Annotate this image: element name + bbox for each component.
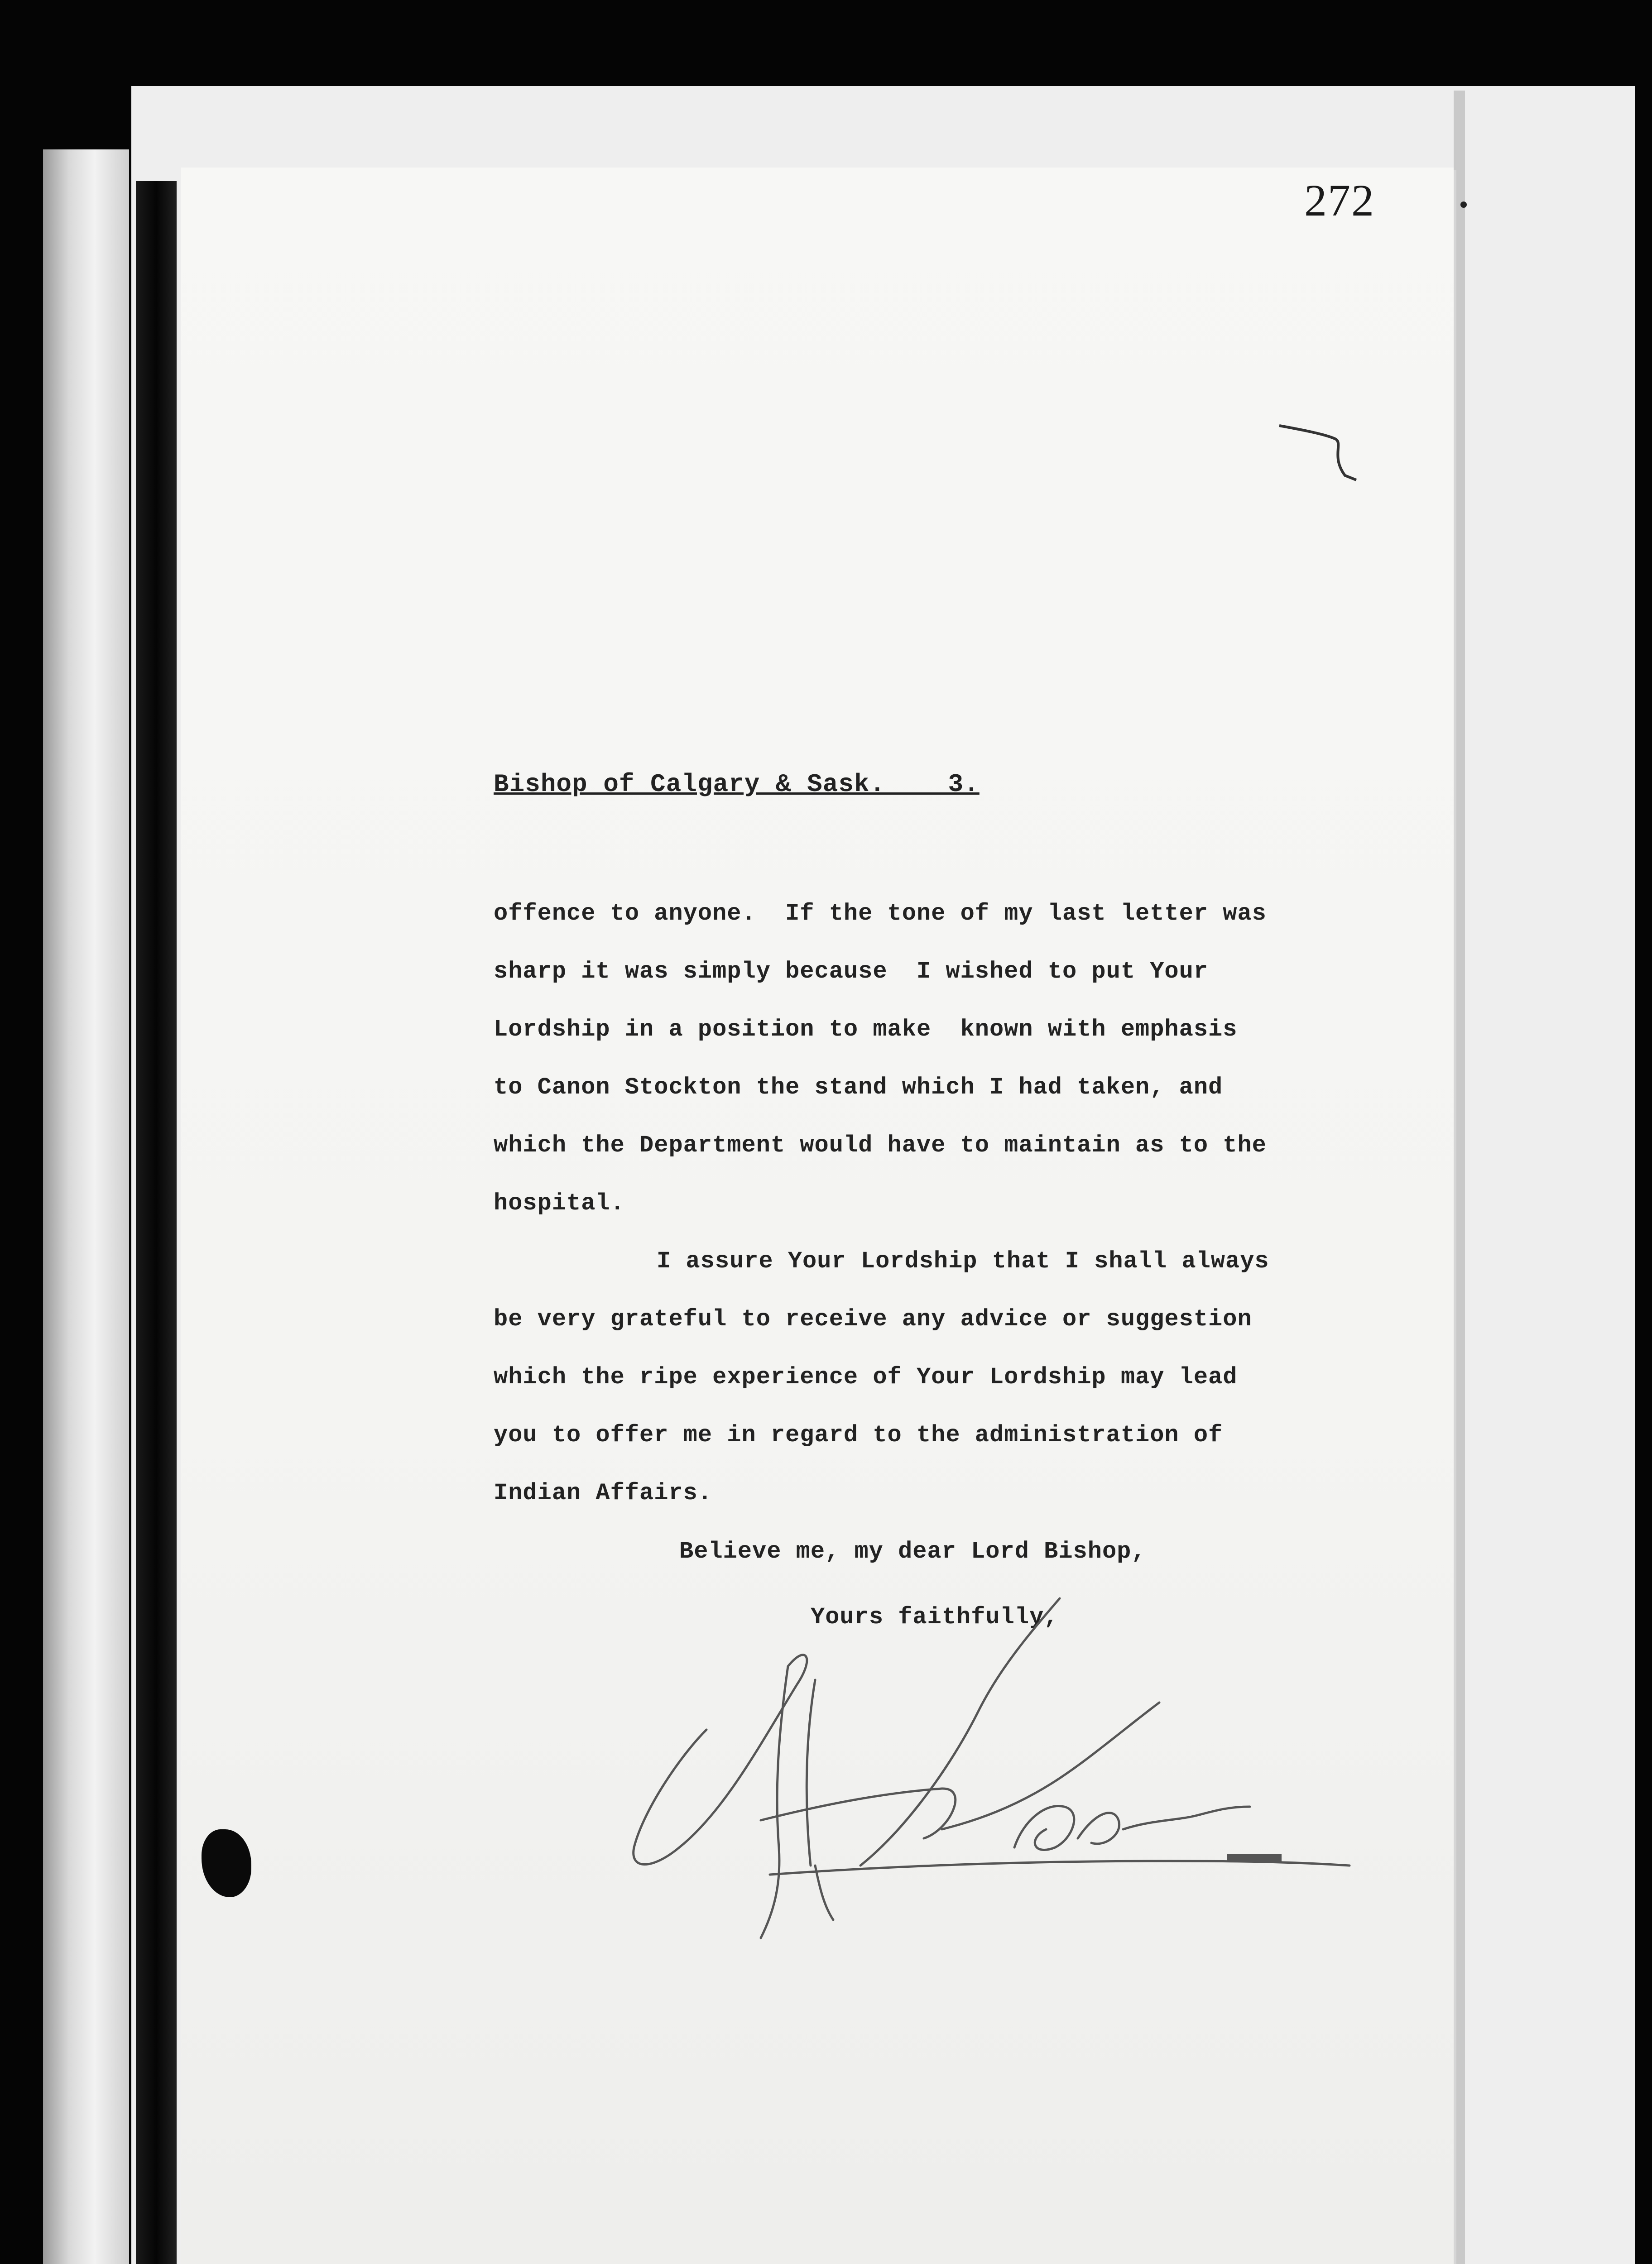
body-line-3: Lordship in a position to make known with emphasis — [494, 1016, 1238, 1043]
pencil-tick-mark — [1277, 412, 1363, 484]
closing-yours-faithfully: Yours faithfully, — [811, 1604, 1059, 1631]
letter-body — [494, 770, 1399, 1631]
paragraph-2-line-5: Indian Affairs. — [494, 1480, 713, 1506]
paragraph-2-line-2: be very grateful to receive any advice or suggestion — [494, 1306, 1252, 1333]
paragraph-2-line-1: I assure Your Lordship that I shall always — [657, 1248, 1269, 1275]
body-line-2: sharp it was simply because I wished to put Your — [494, 958, 1209, 985]
body-line-1: offence to anyone. If the tone of my last letter was — [494, 900, 1267, 927]
body-line-6: hospital. — [494, 1190, 625, 1217]
page-right-edge — [1454, 91, 1465, 2264]
paragraph-2-line-4: you to offer me in regard to the administration of — [494, 1422, 1223, 1449]
margin-dot — [1460, 201, 1467, 208]
binding-shadow — [136, 181, 177, 2264]
body-line-5: which the Department would have to maintain as to the — [494, 1132, 1267, 1159]
page-binding-edge — [43, 149, 129, 2264]
letter-header: Bishop of Calgary & Sask. 3. — [494, 770, 980, 799]
paragraph-2-line-3: which the ripe experience of Your Lordship may lead — [494, 1364, 1238, 1391]
handwritten-signature — [625, 1594, 1377, 1965]
closing-salutation: Believe me, my dear Lord Bishop, — [679, 1538, 1146, 1565]
page-number: 272 — [1304, 175, 1375, 225]
body-line-4: to Canon Stockton the stand which I had taken, and — [494, 1074, 1223, 1101]
